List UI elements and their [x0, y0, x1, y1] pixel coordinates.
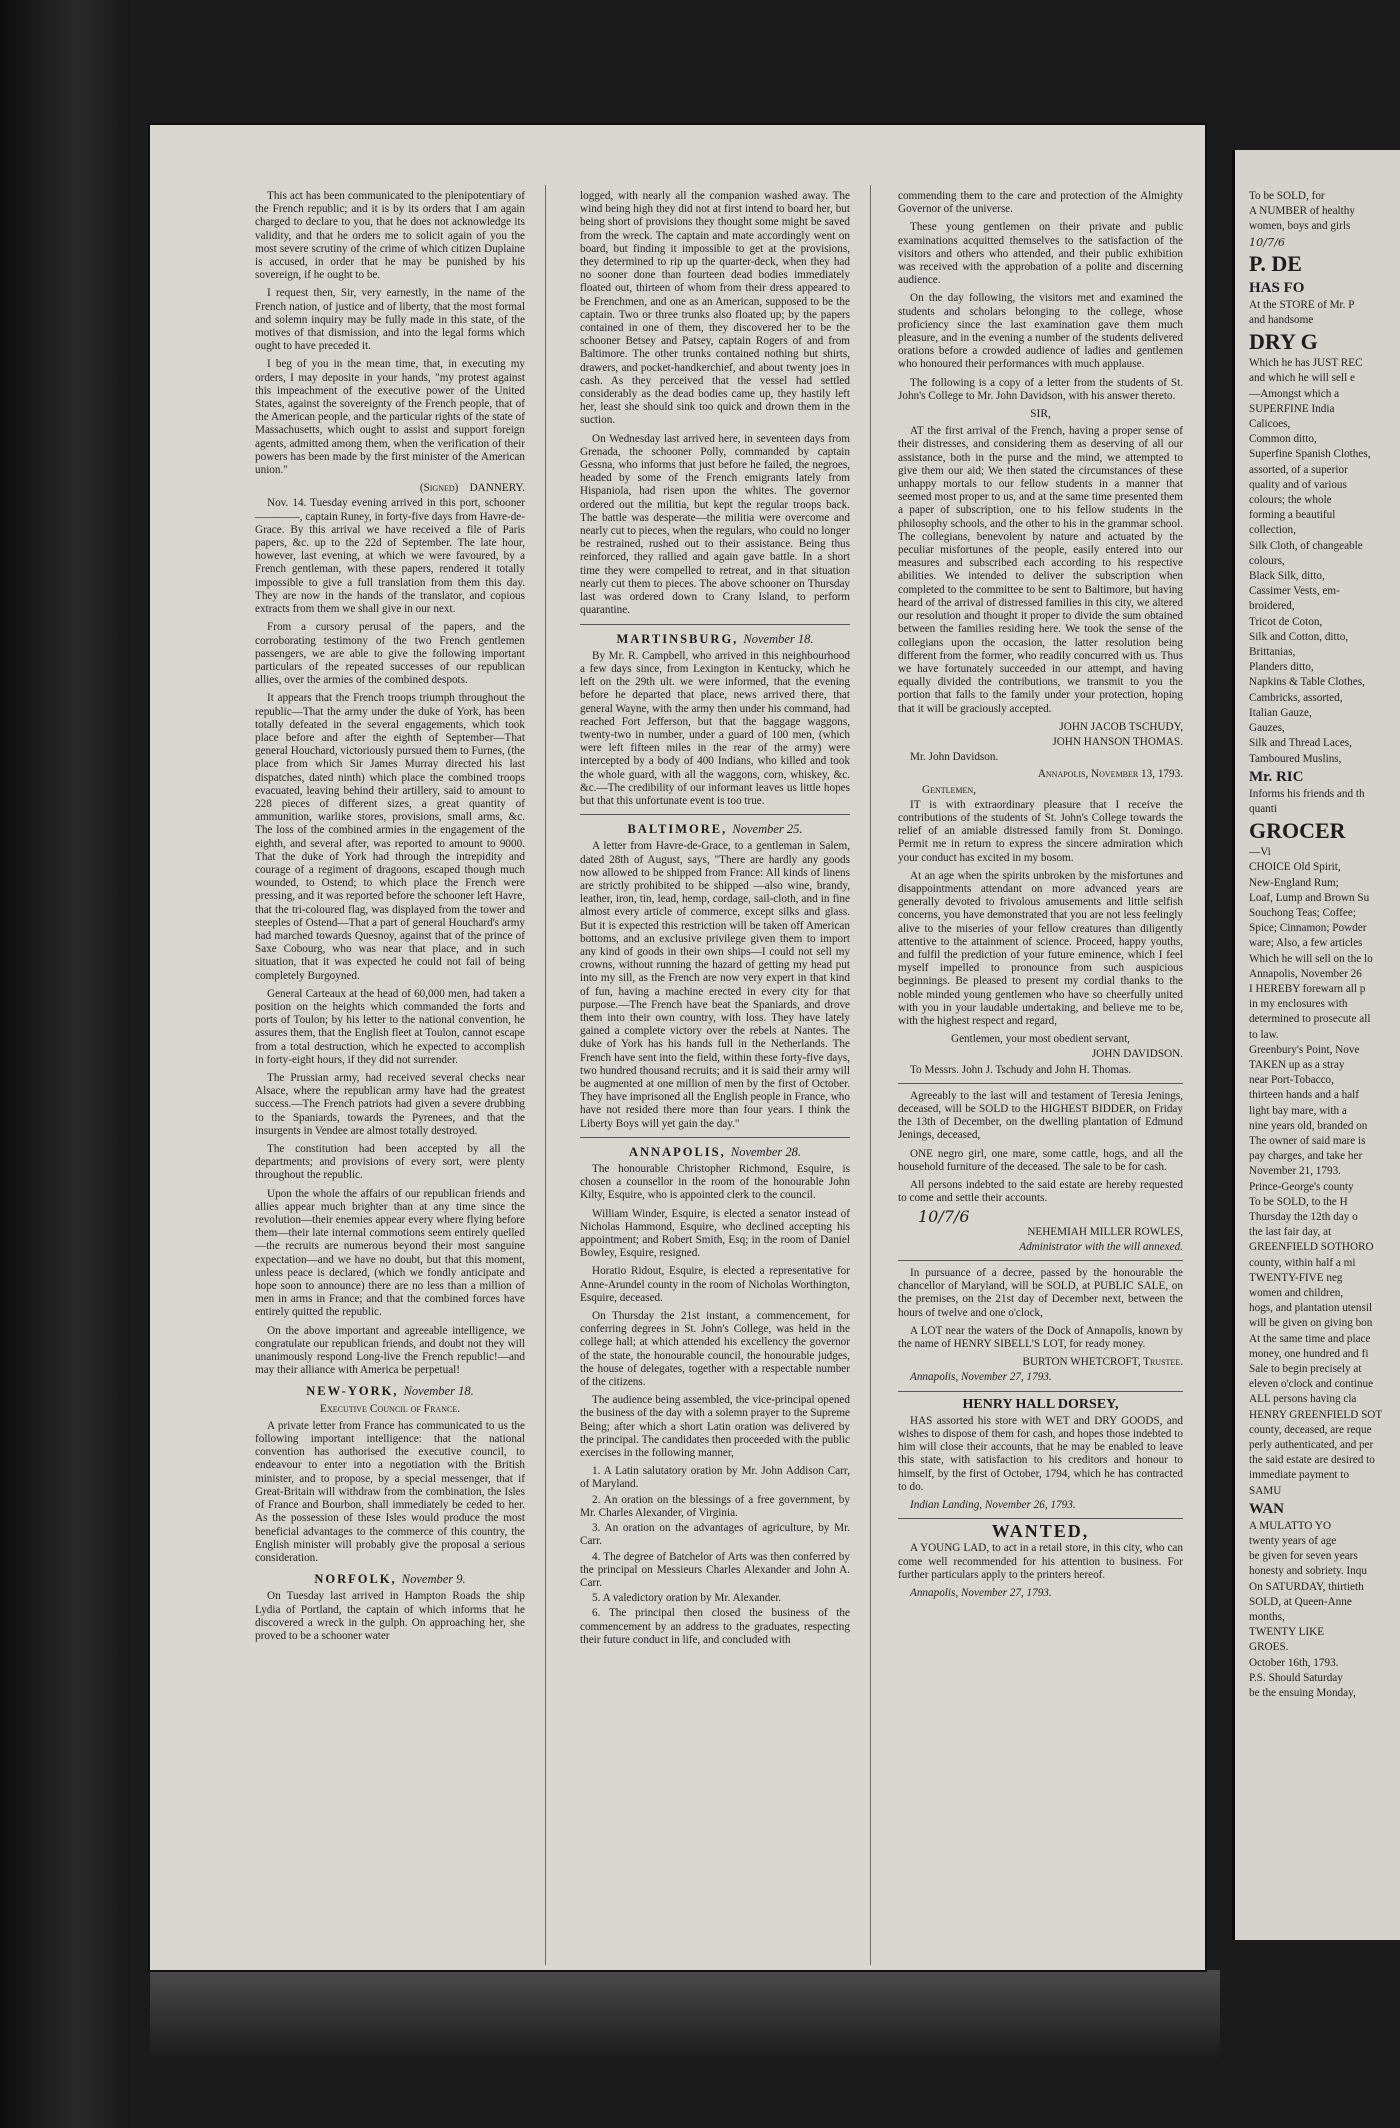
signature-line: JOHN HANSON THOMAS. — [1052, 735, 1183, 748]
adjacent-page-line: the said estate are desired to — [1249, 1454, 1375, 1467]
dateline-place: NORFOLK, — [314, 1572, 397, 1587]
adjacent-page-line: Superfine Spanish Clothes, — [1249, 448, 1371, 461]
signature-line: BURTON WHETCROFT, Trustee. — [1022, 1356, 1183, 1369]
adjacent-page-line: TWENTY LIKE — [1249, 1626, 1325, 1639]
list-item: 3. An oration on the advantages of agriculture, by Mr. Carr. — [580, 1522, 850, 1548]
adjacent-page-line: ware; Also, a few articles — [1249, 937, 1363, 950]
signature-line: JOHN DAVIDSON. — [1091, 1048, 1183, 1061]
dateline-date: November 18. — [403, 1384, 474, 1399]
adjacent-page-line: twenty years of age — [1249, 1535, 1337, 1548]
paragraph: By Mr. R. Campbell, who arrived in this neighbourhood a few days since, from Lexington in Kentucky, which he left on the 29th ult. we were informed, that the evening before he departed that place, news arrived there, that general Wayne, with the army then under his command, had reached Fort Jefferson, but that the baggage waggons, twenty-two in number, under a guard of 100 men, (which were left fifteen miles in the rear of the army) were intercepted by a body of 400 Indians, who killed and took the whole guard, with all the waggons, corn, whiskey, &c. &c.—The credibility of our informant leaves us little hopes but that this unfortunate event is too true. — [580, 649, 850, 807]
section-subhead: Executive Council of France. — [319, 1402, 461, 1415]
advertisement-title: HENRY HALL DORSEY, — [962, 1396, 1119, 1412]
adjacent-page-line: Planders ditto, — [1249, 661, 1314, 674]
adjacent-page-line: and handsome — [1249, 314, 1314, 327]
signer-name: DANNERY. — [469, 482, 525, 495]
dateline-new-york — [255, 1385, 525, 1398]
adjacent-page-line: Souchong Teas; Coffee; — [1249, 906, 1356, 919]
advertisement-text: In pursuance of a decree, passed by the honourable the chancellor of Maryland, will be SOLD, at PUBLIC SALE, on the premises, on the 21st day of December next, between the hours of twelve and one o'clock, — [898, 1267, 1183, 1319]
divider — [580, 624, 850, 625]
adjacent-page-line: forming a beautiful — [1249, 509, 1336, 522]
adjacent-page-line: ALL persons having cla — [1249, 1393, 1357, 1406]
paragraph: At an age when the spirits unbroken by the misfortunes and disappointments attendant on more advanced years are generally devoted to frivolous amusements and little selfish concerns, you have demonstrated that you are not less feelingly alive to the miseries of your fellow creatures than diligently attentive to the attainment of science. Proceed, happy youths, and fulfil the prediction of your future eminence, which I feel myself impelled to pronounce from such auspicious beginnings. Be pleased to present my cordial thanks to the noble minded young gentlemen who have so cheerfully united with you in your laudable undertaking, and believe me to be, with the highest respect and regard, — [898, 869, 1183, 1027]
adjacent-page-line: quanti — [1249, 802, 1277, 815]
dateline-norfolk — [255, 1573, 525, 1586]
adjacent-page-line: Annapolis, November 26 — [1249, 967, 1362, 980]
adjacent-page-line: WAN — [1249, 1500, 1285, 1517]
adjacent-page-line: —Amongst which a — [1249, 387, 1340, 400]
adjacent-page-line: Tamboured Muslins, — [1249, 752, 1342, 765]
adjacent-page-line: determined to prosecute all — [1249, 1013, 1371, 1026]
paragraph: On Thursday the 21st instant, a commencement, for conferring degrees in St. John's College, was held in the college hall; at which attended his excellency the governor of the state, the honourable council, the honourable judges, the house of delegates, together with a respectable number of the citizens. — [580, 1310, 850, 1389]
adjacent-page-line: A NUMBER of healthy — [1249, 205, 1355, 218]
adjacent-page-fragment — [1232, 150, 1400, 1940]
paragraph: AT the first arrival of the French, having a proper sense of their distresses, and considering them as deserving of all our assistance, both in the purse and the mind, we attempted to give them our aid; We then stated the circumstances of these unhappy mortals to our fellow students in a manner that seemed most proper to us, and at the same time presented them a paper of subscription, one to his fellow students in the philosophy schools, and the other to his in the grammar school. The collegians, benevolent by nature and actuated by the peculiar misfortunes of the people, easily entered into our measures and subscribed each according to his respective abilities. We intended to deliver the subscription when completed to the committee to be sent to Baltimore, but having heard of the arrival of distressed families in this city, we altered our resolution and thought it proper to divide the sum obtained between the families residing here. We took the sense of the collegians upon the occasion, the latter resolution being different from the former, who readily concurred with us. Thus we have fortunately succeeded in our attempt, and having equally divided the contributions, we transmit to you the portion that falls to the family under your protection, hoping that it will be graciously accepted. — [898, 425, 1183, 715]
adjacent-page-line: Cambricks, assorted, — [1249, 691, 1343, 704]
adjacent-page-line: in my enclosures with — [1249, 998, 1348, 1011]
adjacent-page-line: SUPERFINE India — [1249, 402, 1335, 415]
adjacent-page-line: The owner of said mare is — [1249, 1134, 1366, 1147]
place-date: Annapolis, November 13, 1793. — [1037, 768, 1183, 781]
adjacent-page-line: At the same time and place — [1249, 1332, 1371, 1345]
paragraph: From a cursory perusal of the papers, and the corroborating testimony of the two French gentlemen passengers, we are able to give the following important particulars of the repeated successes of our republican allies, over the armies of the combined despots. — [255, 621, 525, 687]
adjacent-page-line: near Port-Tobacco, — [1249, 1074, 1334, 1087]
letter-salutation: Gentlemen, — [922, 783, 976, 796]
adjacent-page-line: women and children, — [1249, 1287, 1344, 1299]
adjacent-page-line: GROCER — [1249, 818, 1346, 844]
signed-label: (Signed) — [419, 482, 459, 495]
dateline-date: November 28. — [730, 1144, 801, 1159]
adjacent-page-line: New-England Rum; — [1249, 876, 1339, 889]
divider — [580, 814, 850, 815]
divider — [898, 1083, 1183, 1084]
dateline-martinsburg — [580, 633, 850, 646]
adjacent-page-line: colours, — [1249, 554, 1285, 567]
adjacent-page-line: Which he will sell on the lo — [1249, 952, 1373, 965]
adjacent-page-line: DRY G — [1249, 329, 1318, 355]
adjacent-page-line: Gauzes, — [1249, 722, 1285, 735]
paragraph: These young gentlemen on their private and public examinations acquitted themselves to the satisfaction of the visitors and others who attended, and their public exhibition was received with the approbation of a polite and discerning audience. — [898, 221, 1183, 287]
dateline-place: BALTIMORE, — [627, 822, 728, 837]
paragraph: Nov. 14. Tuesday evening arrived in this port, schooner ————, captain Runey, in forty-five days from Havre-de-Grace. By this arrival we have received a file of Paris papers, &c. up to the 22d of September. The late hour, however, last evening, at which we were favoured, by a French gentleman, with these papers, rendered it totally impossible to give a full translation from them this day. They are now in the hands of the translator, and copious extracts from them we shall give in our next. — [255, 497, 525, 616]
adjacent-page-line: Silk Cloth, of changeable — [1249, 539, 1363, 552]
adjacent-page-line: nine years old, branded on — [1249, 1119, 1368, 1132]
signature-line: NEHEMIAH MILLER ROWLES, — [1027, 1225, 1183, 1238]
adjacent-page-line: months, — [1249, 1611, 1285, 1624]
place-date: Annapolis, November 27, 1793. — [910, 1587, 1052, 1600]
place-date: Annapolis, November 27, 1793. — [910, 1371, 1052, 1384]
adjacent-page-line: county, within half a mi — [1249, 1256, 1356, 1269]
adjacent-page-line: TWENTY-FIVE neg — [1249, 1271, 1343, 1284]
dateline-place: MARTINSBURG, — [616, 631, 739, 646]
adjacent-page-line: and which he will sell e — [1249, 372, 1355, 385]
paragraph: On Tuesday last arrived in Hampton Roads the ship Lydia of Portland, the captain of which informs that he discovered a wreck in the gulph. On approaching her, she proved to be a schooner water — [255, 1590, 525, 1642]
adjacent-page-line: HENRY GREENFIELD SOT — [1249, 1408, 1383, 1421]
paragraph: logged, with nearly all the companion washed away. The wind being high they did not at first intend to board her, but being short of provisions they thought some might be saved from the wreck. The captain and mate accordingly went on board, but finding it impossible to get at the provisions, they determined to rip up the quarter-deck, when they had no sooner done than fourteen dead bodies immediately floated out, thirteen of whom from their dress appeared to be Frenchmen, and one as an American, supposed to be the captain. Two or three trunks also floated up; by the papers contained in one of them, they discovered her to be the schooner Betsey and Patsey, captain Rogers of and from Baltimore. The other trunks contained nothing but shirts, drawers, and pocket-handkerchief, and about twenty joes in cash. As they perceived that the vessel had settled considerably as the dead bodies came up, they hastily left her, least she should sink too quick and drown them in the suction. — [580, 190, 850, 427]
adjacent-page-line: November 21, 1793. — [1249, 1165, 1341, 1178]
page-edge-shadow — [150, 1970, 1220, 2065]
dateline-baltimore — [580, 823, 850, 836]
adjacent-page-line: Loaf, Lump and Brown Su — [1249, 891, 1370, 904]
paragraph: Upon the whole the affairs of our republican friends and allies appear much brighter than at any time since the revolution—their enemies appear every where flying before them—their late internal commotions seem entirely quelled—the recruits are numerous beyond their most sanguine expectation—and we have no doubt, but that this moment, unless peace is declared, (which we fondly anticipate and hope soon to announce) there are no less than a million of men in arms in France; and that the combined forces have entirely quitted the republic. — [255, 1187, 525, 1319]
paragraph: General Carteaux at the head of 60,000 men, had taken a position on the heights which commanded the forts and ports of Toulon; by his letter to the national convention, he assures them, that the English fleet at Toulon, cannot escape from a total destruction, which he expected to accomplish in forty-eight hours, if they did not surrender. — [255, 987, 525, 1066]
adjacent-page-line: Brittanias, — [1249, 646, 1296, 659]
advertisement-text: Agreeably to the last will and testament of Teresia Jenings, deceased, will be SOLD to the HIGHEST BIDDER, on Friday the 13th of December, on the dwelling plantation of Edmund Jenings, deceased, — [898, 1089, 1183, 1142]
divider — [898, 1518, 1183, 1519]
paragraph: The following is a copy of a letter from the students of St. John's College to Mr. John Davidson, with his answer thereto. — [898, 376, 1183, 402]
adjacent-page-line: Italian Gauze, — [1249, 706, 1312, 719]
adjacent-page-line: October 16th, 1793. — [1249, 1656, 1339, 1669]
adjacent-page-line: money, one hundred and fi — [1249, 1347, 1369, 1360]
advertisement-text: ONE negro girl, one mare, some cattle, hogs, and all the household furniture of the deceased. The sale to be for cash. — [898, 1147, 1183, 1173]
adjacent-page-line: Calicoes, — [1249, 418, 1291, 431]
paragraph: Horatio Ridout, Esquire, is elected a representative for Anne-Arundel county in the room of Nicholas Worthington, Esquire, deceased. — [580, 1265, 850, 1304]
adjacent-page-line: collection, — [1249, 524, 1296, 537]
adjacent-page-line: GROES. — [1249, 1641, 1289, 1654]
adjacent-page-line: A MULATTO YO — [1249, 1519, 1332, 1532]
paragraph: The audience being assembled, the vice-principal opened the business of the day with a solemn prayer to the Supreme Being; after which a short Latin oration was delivered by the principal. The candidates then proceeded with the public exercises in the following manner, — [580, 1394, 850, 1460]
list-item: 5. A valedictory oration by Mr. Alexander. — [592, 1592, 782, 1605]
adjacent-page-line: P. DE — [1249, 250, 1302, 276]
paragraph: It appears that the French troops triumph throughout the republic—That the army under the duke of York, has been totally defeated in the several engagements, which took place before and after the eighth of September—That general Houchard, victoriously pursued them to Furnes, (the place from which Sir James Murray directed his last dispatches, dated ninth) which place the combined troops evacuated, leaving behind their artillery, said to amount to 228 pieces of different sizes, a great quantity of ammunition, warlike stores, provisions, small arms, &c. The loss of the combined armies in the engagement of the eighth, and several after, was reported to amount to 9000. That the duke of York had through the intrepidity and courage of a regiment of dragoons, escaped though much wounded, to Ostend; to which place the French were pressing, and it was reported before the schooner left Havre, that the tri-coloured flag, was displayed from the tower and steeples of Ostend—That a part of general Houchard's army had marched towards Quesnoy, against that of the prince of Saxe Cobourg, who was near that place, and in such situation, that it was expected he could not fail of being completely Burgoyned. — [255, 692, 525, 982]
adjacent-page-line: broidered, — [1249, 600, 1295, 613]
adjacent-page-line: Silk and Cotton, ditto, — [1249, 630, 1349, 643]
dateline-annapolis — [580, 1146, 850, 1159]
adjacent-page-line: Mr. RIC — [1249, 768, 1304, 785]
dateline-date: November 9. — [401, 1572, 466, 1587]
list-item: 4. The degree of Batchelor of Arts was then conferred by the principal on Messieurs Charles Alexander and John A. Carr. — [580, 1550, 850, 1589]
adjacent-page-line: On SATURDAY, thirtieth — [1249, 1580, 1364, 1593]
adjacent-page-line: to law. — [1249, 1028, 1279, 1041]
column-3 — [898, 190, 1183, 1604]
list-item: 1. A Latin salutatory oration by Mr. John Addison Carr, of Maryland. — [580, 1465, 850, 1491]
adjacent-page-line: colours; the whole — [1249, 494, 1332, 507]
paragraph: On the above important and agreeable intelligence, we congratulate our republican friends, and doubt not they will unanimously respond Long-live the French republic!—and may their alliance with America be perpetual! — [255, 1324, 525, 1377]
paragraph: The Prussian army, had received several checks near Alsace, where the republican army have had the greatest success.—The French patriots had given a severe drubbing to the Spaniards, towards the Pyrenees, and that the insurgents in Vendee are almost totally destroyed. — [255, 1072, 525, 1137]
paragraph: commending them to the care and protection of the Almighty Governor of the universe. — [898, 190, 1183, 216]
adjacent-page-line: thirteen hands and a half — [1249, 1089, 1359, 1102]
adjacent-page-line: To be SOLD, for — [1249, 190, 1325, 202]
list-item: 6. The principal then closed the business of the commencement by an address to the graduates, respecting their future conduct in life, and concluded with — [580, 1607, 850, 1646]
paragraph: I request then, Sir, very earnestly, in the name of the French nation, of justice and of liberty, that the most formal and solemn inquiry may be fully made in this state, of the motives of that dismission, and into the legal forms which ought to have preceded it. — [255, 287, 525, 353]
adjacent-page-line: county, deceased, are reque — [1249, 1423, 1372, 1436]
advertisement-title: WANTED, — [991, 1521, 1090, 1542]
adjacent-page-line: will be given on giving bon — [1249, 1317, 1373, 1330]
dateline-place: NEW-YORK, — [306, 1384, 399, 1399]
paragraph: A private letter from France has communicated to us the following important intelligence: that the national convention has authorised the executive council, to endeavour to enter into a negotiation with the British minister, and to propose, by a special messenger, that if Great-Britain will withdraw from the combination, the Isles of France and Bourbon, shall immediately be ceded to her. As the possession of these Isles would produce the most beneficial advantages to the commerce of this country, the English minister will probably give the proposal a serious consideration. — [255, 1419, 525, 1564]
letter-recipient: Mr. John Davidson. — [910, 751, 999, 764]
paragraph: The honourable Christopher Richmond, Esquire, is chosen a counsellor in the room of the honourable John Kilty, Esquire, who is appointed clerk to the council. — [580, 1163, 850, 1202]
adjacent-page-line: SAMU — [1249, 1484, 1282, 1497]
commencement-program-list — [580, 1465, 850, 1647]
adjacent-page-line: Informs his friends and th — [1249, 787, 1365, 800]
letter-recipient: To Messrs. John J. Tschudy and John H. Thomas. — [910, 1063, 1132, 1076]
place-date: Indian Landing, November 26, 1793. — [910, 1499, 1076, 1512]
adjacent-page-line: TAKEN up as a stray — [1249, 1058, 1345, 1071]
column-rule — [870, 185, 871, 1965]
adjacent-page-line: P.S. Should Saturday — [1249, 1671, 1343, 1684]
adjacent-page-line: Napkins & Table Clothes, — [1249, 676, 1365, 689]
dateline-place: ANNAPOLIS, — [629, 1144, 726, 1159]
advertisement-text: HAS assorted his store with WET and DRY GOODS, and wishes to dispose of them for cash, and hopes those indebted to him will close their accounts, that he may be enabled to leave this state, with satisfaction to his creditors and honour to himself, by the first of October, 1794, which he has contracted to do. — [898, 1414, 1183, 1493]
paragraph: This act has been communicated to the plenipotentiary of the French republic; and it is by its orders that I am again charged to declare to you, that he does not acknowledge its validity, and that he orders me to solicit again of you the most severe scrutiny of the crime of which citizen Duplaine is accused, in order that he may be punished by his sovereign, if he ought to be. — [255, 190, 525, 282]
dateline-date: November 25. — [732, 822, 803, 837]
paragraph: On the day following, the visitors met and examined the students and scholars belonging to the college, whose proficiency since the last examination gave them much pleasure, and in the evening a number of the students delivered orations before a crowded audience of ladies and gentlemen who honoured their performances with much applause. — [898, 292, 1183, 371]
paragraph: The constitution had been accepted by all the departments; and provisions of every sort, were plenty throughout the republic. — [255, 1143, 525, 1182]
advertisement-text: A LOT near the waters of the Dock of Annapolis, known by the name of HENRY SIBELL'S LOT, for ready money. — [898, 1324, 1183, 1351]
adjacent-page-line: HAS FO — [1249, 279, 1305, 296]
advertisement-text: All persons indebted to the said estate are hereby requested to come and settle their accounts. — [898, 1179, 1183, 1205]
adjacent-page-line: I HEREBY forewarn all p — [1249, 982, 1366, 995]
divider — [898, 1260, 1183, 1261]
paragraph: On Wednesday last arrived here, in seventeen days from Grenada, the schooner Polly, commanded by captain Gessna, who informs that just before he failed, the negroes, headed by some of the French emigrants lately from Hispaniola, had risen upon the whites. The governor ordered out the militia, but kept the regular troops back. The battle was desperate—the militia were overcome and nearly cut to pieces, when the regulars, who could no longer be restrained, rushed out to their assistance. Being thus reinforced, they rallied and again gave battle. In a short time they were compelled to retreat, and in that situation nearly cut them to pieces. The above schooner on Thursday last was ordered down to Crany Island, to perform quarantine. — [580, 432, 850, 617]
adjacent-page-line: hogs, and plantation utensil — [1249, 1302, 1373, 1315]
adjacent-page-line: Spice; Cinnamon; Powder — [1249, 922, 1367, 935]
letter-salutation: SIR, — [1030, 408, 1051, 421]
adjacent-page-line: Which he has JUST REC — [1249, 357, 1363, 370]
advertisement-text: A YOUNG LAD, to act in a retail store, in this city, who can come well recommended for his attention to business. For further particulars apply to the printers hereof. — [898, 1542, 1183, 1581]
adjacent-page-line: quality and of various — [1249, 478, 1347, 491]
adjacent-page-line: pay charges, and take her — [1249, 1150, 1363, 1163]
adjacent-page-line: GREENFIELD SOTHORO — [1249, 1241, 1374, 1254]
adjacent-page-line: Common ditto, — [1249, 433, 1317, 446]
column-rule — [545, 185, 546, 1965]
signature-line — [255, 482, 525, 495]
adjacent-page-line: Sale to begin precisely at — [1249, 1363, 1362, 1376]
adjacent-page-line: Greenbury's Point, Nove — [1249, 1043, 1360, 1056]
paragraph: IT is with extraordinary pleasure that I receive the contributions of the students of St. John's College towards the relief of an amiable distressed family from St. Domingo. Permit me in return to express the sincere admiration which your conduct has excited in my bosom. — [898, 798, 1183, 864]
adjacent-page-line: At the STORE of Mr. P — [1249, 298, 1355, 311]
adjacent-page-line: —Vi — [1249, 846, 1271, 859]
signature-line: Administrator with the will annexed. — [1019, 1240, 1183, 1253]
adjacent-page-line: be the ensuing Monday, — [1249, 1687, 1356, 1700]
column-2 — [580, 190, 850, 1649]
adjacent-page-text — [1249, 190, 1399, 1702]
adjacent-page-line: eleven o'clock and continue — [1249, 1378, 1374, 1391]
paragraph: I beg of you in the mean time, that, in executing my orders, I may deposite in your hands, "my protest against this impeachment of the executive power of the United States, against the sovereignty of the French people, that of the American people, and the particular rights of the state of Massachusetts, which ought to assist and support foreign agents, admitted among them, when the verification of their powers has been made by the first minister of the American union." — [255, 358, 525, 477]
handwritten-annotation: 10/7/6 — [918, 1207, 970, 1227]
adjacent-page-line: women, boys and girls — [1249, 220, 1351, 233]
adjacent-page-line: light bay mare, with a — [1249, 1104, 1347, 1117]
adjacent-page-line: Thursday the 12th day o — [1249, 1210, 1358, 1223]
newspaper-page — [150, 125, 1205, 1970]
list-item: 2. An oration on the blessings of a free government, by Mr. Charles Alexander, of Virginia. — [580, 1493, 850, 1519]
adjacent-page-line: the last fair day, at — [1249, 1226, 1332, 1239]
paragraph: William Winder, Esquire, is elected a senator instead of Nicholas Hammond, Esquire, who declined accepting his appointment; and Robert Smith, Esq; in the room of Daniel Bowley, Esquire, resigned. — [580, 1207, 850, 1260]
adjacent-page-line: Tricot de Coton, — [1249, 615, 1323, 628]
adjacent-page-line: perly authenticated, and per — [1249, 1439, 1374, 1452]
adjacent-page-line: be given for seven years — [1249, 1550, 1358, 1563]
adjacent-page-line: 10/7/6 — [1249, 235, 1286, 249]
adjacent-page-line: Black Silk, ditto, — [1249, 570, 1325, 583]
divider — [898, 1391, 1183, 1392]
adjacent-page-line: CHOICE Old Spirit, — [1249, 861, 1341, 874]
adjacent-page-line: SOLD, at Queen-Anne — [1249, 1595, 1352, 1608]
adjacent-page-line: assorted, of a superior — [1249, 463, 1348, 476]
adjacent-page-line: Silk and Thread Laces, — [1249, 737, 1352, 750]
column-1 — [255, 190, 525, 1648]
divider — [580, 1137, 850, 1138]
book-spine — [0, 0, 130, 2128]
adjacent-page-line: immediate payment to — [1249, 1469, 1350, 1482]
adjacent-page-line: Cassimer Vests, em- — [1249, 585, 1340, 598]
paragraph: A letter from Havre-de-Grace, to a gentleman in Salem, dated 28th of August, says, "There are hardly any goods now allowed to be shipped from France: All kinds of linens are strictly prohibited to be shipped —also wine, brandy, leather, iron, tin, lead, hemp, cordage, sail-cloth, and in fine almost every article of commerce, except silks and glass. But it is expected this restriction will be taken off American bottoms, and an exclusive privilege given them to import any kind of goods in their own ships—I could not sell my crowns, without running the hazard of getting my head put into my sill, as the French are now very expert in that kind of fun, having a machine erected in every city for that purpose.—The French have beat the Spaniards, and drove them into their own country, with loss. They have lately gained a complete victory over the rebels at Nantes. The duke of York has his hands full in the Netherlands. The French have sent into the field, within these forty-five days, two hundred thousand recruits; and it is said their army will be augmented at one million of men by the first of October. They have imprisoned all the English people in France, who have not resided there more than four years. I think the Liberty Boys will yet gain the day." — [580, 840, 850, 1130]
signature-line: JOHN JACOB TSCHUDY, — [1059, 720, 1183, 733]
adjacent-page-line: honesty and sobriety. Inqu — [1249, 1565, 1367, 1578]
closing-line: Gentlemen, your most obedient servant, — [951, 1033, 1130, 1046]
dateline-date: November 18. — [743, 631, 814, 646]
adjacent-page-line: To be SOLD, to the H — [1249, 1195, 1348, 1208]
adjacent-page-line: Prince-George's county — [1249, 1180, 1354, 1193]
